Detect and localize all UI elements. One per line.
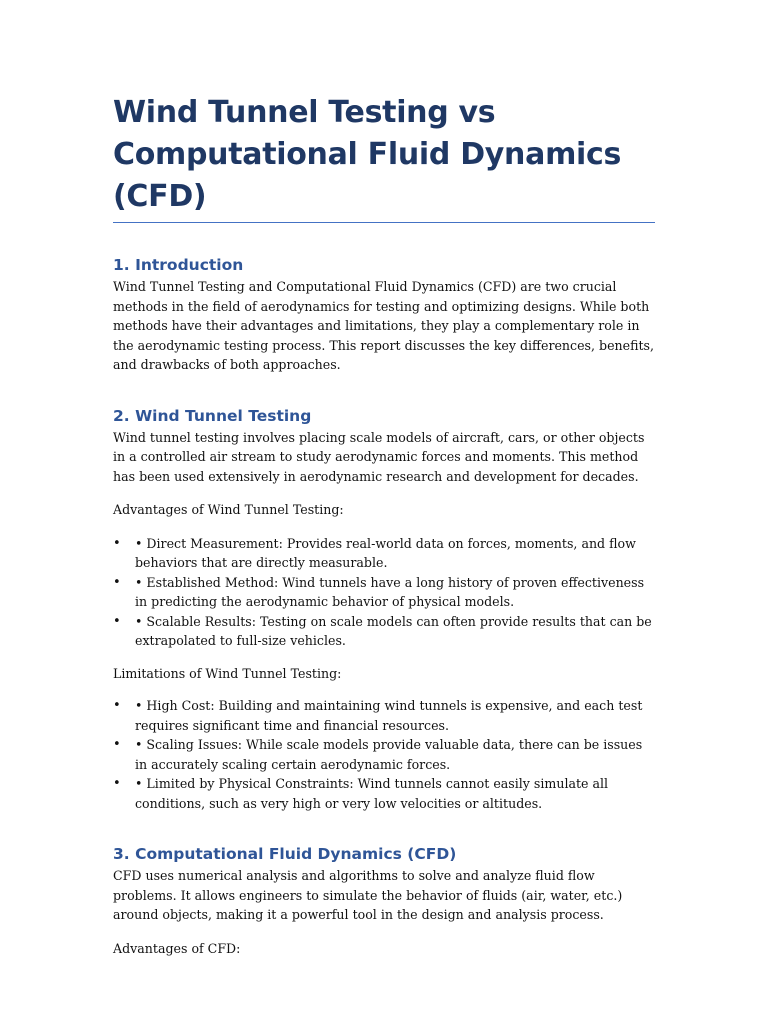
title-underline <box>113 222 655 223</box>
list-item <box>113 774 656 813</box>
bullet-icon: • <box>113 535 121 551</box>
list-item <box>113 612 656 651</box>
bullet-icon: • <box>113 737 121 752</box>
list-item <box>113 735 656 774</box>
bullet-icon: • <box>113 613 121 629</box>
list-item-text: • High Cost: Building and maintaining wind tunnels is expensive, and each test requires significant time and financial resources. <box>135 698 643 733</box>
list-item-text: • Established Method: Wind tunnels have a long history of proven effectiveness in predicting the aerodynamic behavior of physical models. <box>135 574 645 609</box>
list-item <box>113 534 656 573</box>
bullet-icon: • <box>113 698 121 713</box>
wind-tunnel-limitations-list <box>113 696 656 813</box>
list-item-text: • Direct Measurement: Provides real-world data on forces, moments, and flow behaviors that are directly measurable. <box>135 535 636 570</box>
list-item-text: • Limited by Physical Constraints: Wind tunnels cannot easily simulate all conditions, such as very high or very low velocities or altitudes. <box>135 776 609 811</box>
wind-tunnel-paragraph: Wind tunnel testing involves placing scale models of aircraft, cars, or other objects in a controlled air stream to study aerodynamic forces and moments. This method has been used extensively in aerodynamic research and development for decades. <box>113 429 645 484</box>
wind-tunnel-limitations-label: Limitations of Wind Tunnel Testing: <box>113 665 342 681</box>
wind-tunnel-advantages-label: Advantages of Wind Tunnel Testing: <box>113 502 344 517</box>
list-item <box>113 696 656 735</box>
document-title: Wind Tunnel Testing vs Computational Fluid Dynamics (CFD) <box>113 95 622 214</box>
bullet-icon: • <box>113 574 121 590</box>
cfd-advantages-label: Advantages of CFD: <box>113 940 241 956</box>
section-heading-cfd: 3. Computational Fluid Dynamics (CFD) <box>113 845 457 863</box>
section-heading-introduction: 1. Introduction <box>113 256 244 274</box>
list-item-text: • Scalable Results: Testing on scale models can often provide results that can be extrapolated to full-size vehicles. <box>135 613 652 648</box>
list-item <box>113 573 656 612</box>
cfd-paragraph: CFD uses numerical analysis and algorithms to solve and analyze fluid flow problems. It allows engineers to simulate the behavior of fluids (air, water, etc.) around objects, making it a powerful tool in the design and analysis process. <box>113 868 623 922</box>
section-heading-wind-tunnel: 2. Wind Tunnel Testing <box>113 406 312 425</box>
wind-tunnel-advantages-list <box>113 534 656 651</box>
introduction-paragraph: Wind Tunnel Testing and Computational Fluid Dynamics (CFD) are two crucial methods in the field of aerodynamics for testing and optimizing designs. While both methods have their advantages and limitations, they play a complementary role in the aerodynamic testing process. This report discusses the key differences, benefits, and drawbacks of both approaches. <box>113 279 655 372</box>
bullet-icon: • <box>113 776 121 791</box>
list-item-text: • Scaling Issues: While scale models provide valuable data, there can be issues in accurately scaling certain aerodynamic forces. <box>135 737 643 772</box>
document-page <box>113 92 656 958</box>
